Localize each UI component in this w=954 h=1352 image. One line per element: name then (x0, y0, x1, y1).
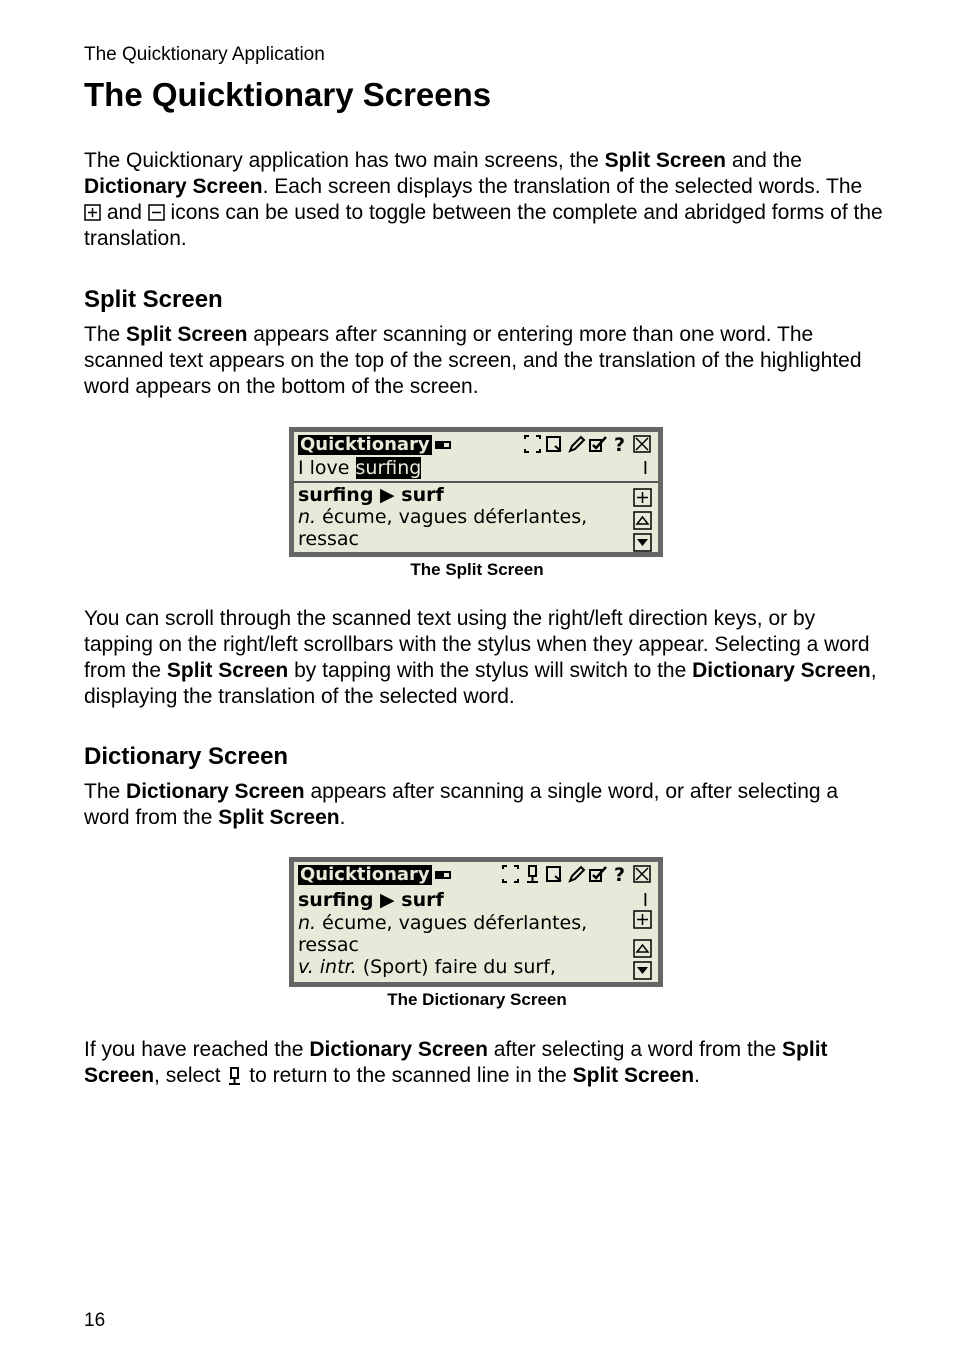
running-header: The Quicktionary Application (84, 44, 325, 65)
expand-icon[interactable] (633, 488, 652, 507)
scan-icon[interactable] (501, 864, 520, 884)
divider (294, 481, 658, 483)
dictionary-screen-caption: The Dictionary Screen (387, 990, 567, 1009)
scan-icon[interactable] (523, 434, 542, 454)
translation-line-2: ressac (298, 528, 359, 550)
expand-icon[interactable] (633, 910, 652, 929)
entry-headword: surfing ▶ surf (298, 484, 444, 506)
scroll-up-icon[interactable] (633, 511, 652, 530)
keyboard-icon[interactable] (545, 864, 564, 884)
dictionary-screen-heading: Dictionary Screen (84, 743, 289, 770)
return-to-scan-icon[interactable] (523, 864, 542, 884)
return-to-scan-icon (226, 1067, 243, 1084)
text-cursor-icon: I (642, 458, 648, 479)
toolbar (523, 434, 652, 454)
toolbar (501, 864, 652, 884)
dictionary-screen-paragraph: The Dictionary Screen appears after scanning a single word, or after selecting a word from the Split Screen. (84, 780, 839, 829)
close-icon[interactable] (633, 864, 652, 884)
keyboard-icon[interactable] (545, 434, 564, 454)
expand-icon (84, 204, 101, 221)
battery-icon (435, 441, 451, 449)
final-paragraph: If you have reached the Dictionary Screen after selecting a word from the Split Screen, select to return to the scanned line in the Split Screen. (84, 1038, 828, 1087)
checkbox-icon[interactable] (589, 434, 608, 454)
text-cursor-icon: I (642, 890, 648, 911)
selected-word[interactable]: surfing (355, 457, 422, 479)
page-title: The Quicktionary Screens (84, 76, 492, 113)
split-screen-caption: The Split Screen (410, 560, 544, 579)
entry-headword: surfing ▶ surf (298, 889, 444, 911)
app-name: Quicktionary (300, 864, 430, 885)
page-number: 16 (84, 1310, 106, 1331)
intro-paragraph: The Quicktionary application has two main screens, the Split Screen and the Dictionary Screen. Each screen displays the translation of the selected words. The and icons can be used to toggle between the complete and abridged forms of the translation. (84, 149, 883, 250)
translation-line-1: n. écume, vagues déferlantes, (298, 506, 588, 528)
help-icon[interactable] (611, 864, 630, 884)
scanned-text-line: I love surfing (298, 457, 422, 479)
scroll-down-icon[interactable] (633, 533, 652, 552)
scroll-up-icon[interactable] (633, 939, 652, 958)
help-icon[interactable] (611, 434, 630, 454)
collapse-icon (148, 204, 165, 221)
scroll-paragraph: You can scroll through the scanned text using the right/left direction keys, or by tapping on the right/left scrollbars with the stylus when they appear. Selecting a word from the Split Screen by tapping with the stylus will switch to the Dictionary Screen, displaying the translation of the selected word. (84, 607, 877, 708)
checkbox-icon[interactable] (589, 864, 608, 884)
split-screen-paragraph: The Split Screen appears after scanning or entering more than one word. The scanned text appears on the top of the screen, and the translation of the highlighted word appears on the bottom of the screen. (84, 323, 862, 398)
translation-line-3: v. intr. (Sport) faire du surf, (298, 956, 556, 978)
pencil-icon[interactable] (567, 864, 586, 884)
battery-icon (435, 871, 451, 879)
split-screen-image (289, 427, 663, 557)
svg-text:?: ? (614, 434, 626, 454)
split-screen-heading: Split Screen (84, 286, 223, 313)
translation-line-1: n. écume, vagues déferlantes, (298, 912, 588, 934)
translation-line-2: ressac (298, 934, 359, 956)
pencil-icon[interactable] (567, 434, 586, 454)
close-icon[interactable] (633, 434, 652, 454)
scroll-down-icon[interactable] (633, 961, 652, 980)
dictionary-screen-image (289, 857, 663, 987)
svg-text:?: ? (614, 864, 626, 884)
app-name: Quicktionary (300, 434, 430, 455)
